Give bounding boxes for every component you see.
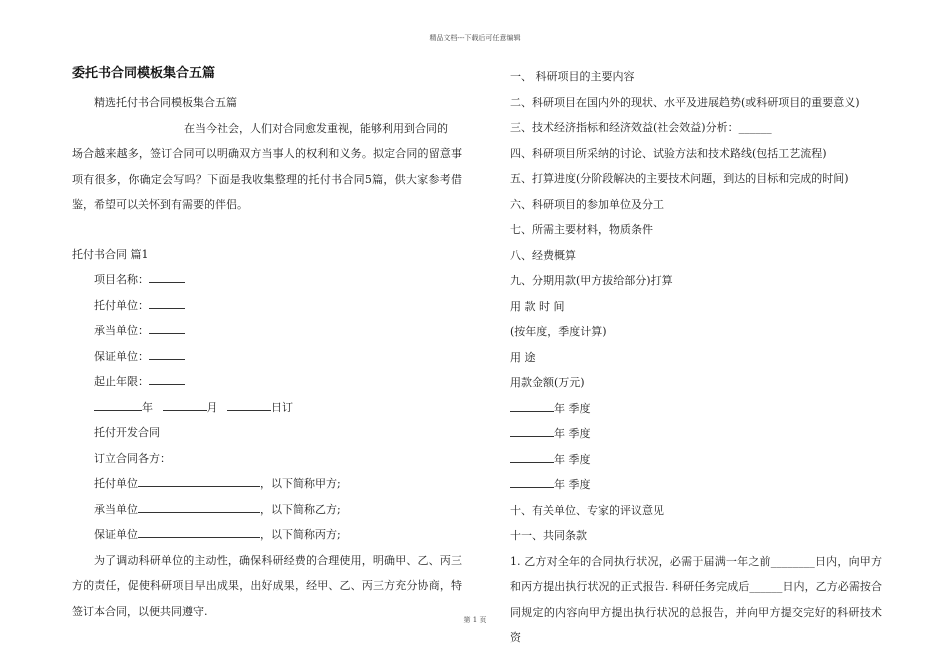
outline-item: 五、打算进度(分阶段解决的主要技术问题，到达的目标和完成的时间) xyxy=(510,172,849,185)
outline-item: 十一、共同条款 xyxy=(510,529,587,542)
blank-line xyxy=(149,322,185,334)
party-label: 托付单位 xyxy=(94,477,138,490)
blank-line xyxy=(149,348,185,360)
field-period xyxy=(72,369,462,395)
blank-line xyxy=(138,501,260,513)
usage-amount-label: 用款金额(万元) xyxy=(510,376,585,389)
date-year: 年 xyxy=(142,400,153,414)
quarter-row xyxy=(510,421,882,447)
quarter-label: 年 季度 xyxy=(554,427,591,440)
outline-item: 八、经费概算 xyxy=(510,248,576,262)
blank-line xyxy=(510,476,554,488)
outline-item: 十、有关单位、专家的评议意见 xyxy=(510,503,664,517)
section-heading: 托付书合同 篇1 xyxy=(72,247,149,261)
blank-line xyxy=(149,373,185,385)
blank-line xyxy=(510,425,554,437)
field-contractor xyxy=(72,318,462,344)
parties-heading: 订立合同各方： xyxy=(94,451,171,465)
intro-first-line: 在当今社会，人们对合同愈发重视，能够利用到合同的 xyxy=(184,121,448,135)
usage-purpose-label: 用 途 xyxy=(510,350,536,364)
quarter-label: 年 季度 xyxy=(554,478,591,491)
party-client xyxy=(72,471,462,497)
closing-paragraph: 为了调动科研单位的主动性，确保科研经费的合理使用，明确甲、乙、丙三方的责任，促使科研项目早出成果，出好成果，经甲、乙、丙三方充分协商，特签订本合同，以便共同遵守. xyxy=(72,553,462,618)
outline-item: 三、技术经济指标和经济效益(社会效益)分析：______ xyxy=(510,121,772,134)
field-client xyxy=(72,293,462,319)
quarter-row xyxy=(510,396,882,422)
field-project-name xyxy=(72,267,462,293)
party-suffix: ，以下简称丙方; xyxy=(260,528,341,541)
field-label: 托付单位： xyxy=(94,298,149,312)
outline-item: 二、科研项目在国内外的现状、水平及进展趋势(或科研项目的重要意义) xyxy=(510,95,860,109)
quarter-row xyxy=(510,447,882,473)
final-paragraph: 1. 乙方对全年的合同执行状况，必需于届满一年之前________日内，向甲方和丙方提出执行状况的正式报告. 科研任务完成后______日内，乙方必需按合同规定的内容向甲方提出执行状况的总报告，并向甲方提交完好的科研技术资 xyxy=(510,554,882,644)
outline-item: 七、所需主要材料，物质条件 xyxy=(510,223,653,236)
outline-item: 六、科研项目的参加单位及分工 xyxy=(510,197,664,211)
blank-line xyxy=(138,526,260,538)
date-month: 月 xyxy=(206,400,218,414)
blank-line xyxy=(227,399,271,411)
intro-paragraph xyxy=(72,116,462,218)
document-subtitle: 精选托付书合同模板集合五篇 xyxy=(94,96,237,109)
quarter-row xyxy=(510,472,882,498)
field-label: 项目名称： xyxy=(94,273,149,286)
right-column xyxy=(510,64,882,651)
blank-line xyxy=(149,297,185,309)
field-label: 承当单位： xyxy=(94,324,149,337)
blank-line xyxy=(510,400,554,412)
party-guarantor xyxy=(72,522,462,548)
field-guarantor xyxy=(72,344,462,370)
field-label: 保证单位： xyxy=(94,349,149,363)
party-suffix: ，以下简称乙方; xyxy=(260,502,341,516)
quarter-label: 年 季度 xyxy=(554,452,591,466)
blank-line xyxy=(94,399,142,411)
party-label: 承当单位 xyxy=(94,502,138,516)
quarter-label: 年 季度 xyxy=(554,401,591,415)
document-title: 委托书合同模板集合五篇 xyxy=(72,66,216,81)
outline-item: 一、 科研项目的主要内容 xyxy=(510,70,635,83)
usage-time-label: 用 款 时 间 xyxy=(510,299,565,313)
blank-line xyxy=(138,475,260,487)
blank-line xyxy=(163,399,207,411)
field-label: 起止年限： xyxy=(94,375,149,388)
party-label: 保证单位 xyxy=(94,528,138,541)
party-suffix: ，以下简称甲方; xyxy=(260,477,341,490)
outline-item: 四、科研项目所采纳的讨论、试验方法和技术路线(包括工艺流程) xyxy=(510,146,827,160)
outline-item: 九、分期用款(甲方拔给部分)打算 xyxy=(510,274,673,287)
page-header: 精品文档---下载后可任意编辑 xyxy=(429,34,521,42)
page-footer: 第 1 页 xyxy=(463,616,487,624)
blank-line xyxy=(510,451,554,463)
contract-name: 托付开发合同 xyxy=(94,426,160,439)
blank-line xyxy=(149,271,185,283)
usage-note: (按年度，季度计算) xyxy=(510,325,607,338)
date-day: 日订 xyxy=(271,400,293,414)
left-column xyxy=(72,64,462,624)
party-contractor xyxy=(72,497,462,523)
date-line xyxy=(72,395,462,421)
intro-rest: 场合越来越多，签订合同可以明确双方当事人的权利和义务。拟定合同的留意事项有很多，你确定会写吗？下面是我收集整理的托付书合同5篇，供大家参考借鉴，希望可以关怀到有需要的伴侣。 xyxy=(72,147,462,211)
